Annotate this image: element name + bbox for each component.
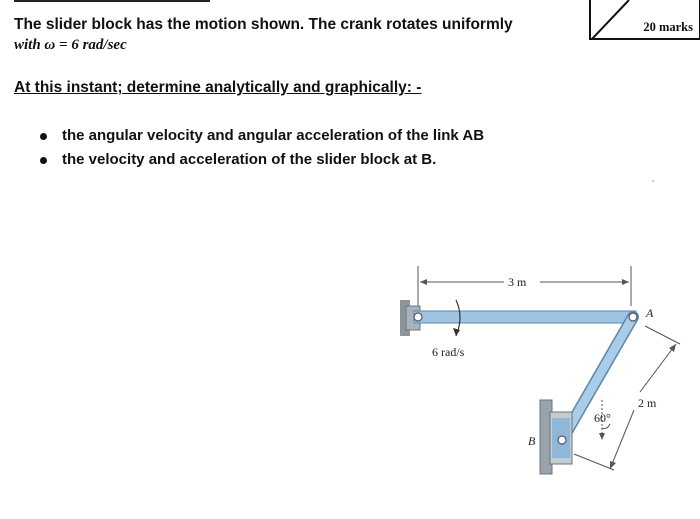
mechanism-diagram: [390, 264, 700, 514]
pin-o-icon: [414, 313, 422, 321]
point-a-label: A: [646, 306, 654, 320]
angle-arrow-icon: [599, 433, 605, 440]
task-text: the angular velocity and angular acceleration of the link AB: [62, 127, 485, 144]
task-item: [40, 148, 484, 172]
link-dim-line-lower: [610, 410, 634, 469]
task-list: [40, 124, 484, 172]
task-item: [40, 124, 484, 148]
link-dim-arrow-bottom-icon: [610, 461, 616, 469]
marks-label: 20 marks: [643, 20, 693, 34]
link-dim-extension-bottom: [574, 454, 614, 470]
stray-mark: [652, 180, 654, 182]
crank-bar: [414, 311, 636, 323]
task-text: the velocity and acceleration of the slider block at B.: [62, 151, 437, 168]
marks-box: [589, 0, 700, 40]
pin-b-icon: [558, 436, 566, 444]
instruction-heading: At this instant; determine analytically and graphically: -: [14, 79, 422, 96]
pin-a-icon: [629, 313, 637, 321]
mechanism-figure: [390, 264, 700, 519]
top-rule: [14, 0, 210, 2]
link-dim-extension-top: [645, 326, 680, 344]
crank-length-label: 3 m: [508, 275, 527, 289]
arrow-right-icon: [622, 279, 629, 285]
arrow-left-icon: [420, 279, 427, 285]
problem-statement: The slider block has the motion shown. The crank rotates uniformly: [14, 16, 513, 33]
point-b-label: B: [528, 434, 536, 448]
bullet-icon: [40, 133, 47, 140]
bullet-icon: [40, 157, 47, 164]
link-dim-line-upper: [640, 344, 676, 392]
angular-velocity-given: with ω = 6 rad/sec: [14, 37, 127, 53]
link-dim-arrow-top-icon: [669, 344, 676, 352]
angle-label: 60°: [594, 411, 611, 425]
link-length-label: 2 m: [638, 396, 657, 410]
angular-speed-label: 6 rad/s: [432, 345, 465, 359]
